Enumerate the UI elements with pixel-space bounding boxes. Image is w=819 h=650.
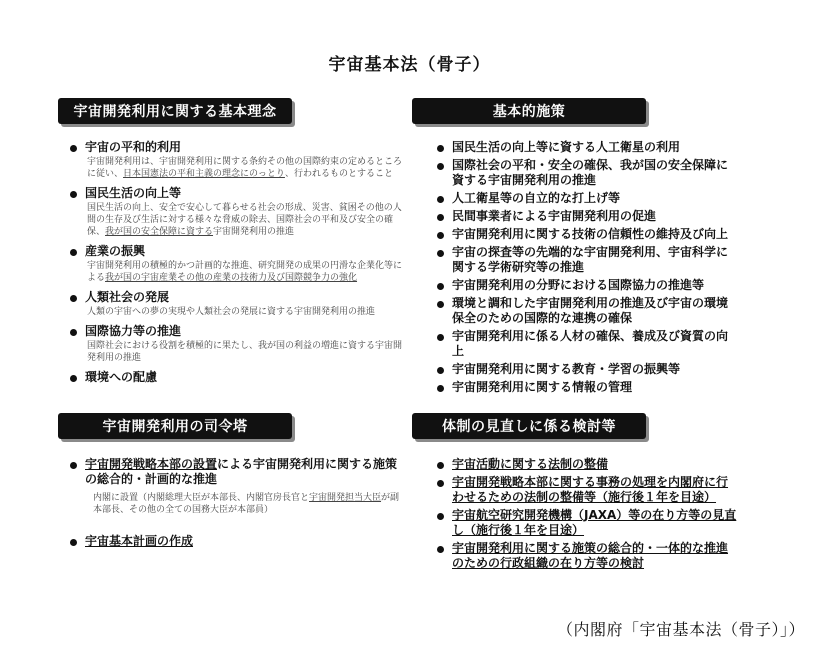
bullet-icon bbox=[437, 283, 444, 290]
list-item: 国民生活の向上等に資する人工衛星の利用 bbox=[437, 140, 737, 155]
bullet-icon bbox=[437, 334, 444, 341]
item-desc: 内閣に設置（内閣総理大臣が本部長、内閣官房長官と宇宙開発担当大臣が副本部長、その他の全ての国務大臣が本部員） bbox=[93, 493, 400, 515]
list-item: 宇宙活動に関する法制の整備 bbox=[437, 457, 737, 472]
bullet-icon bbox=[70, 329, 77, 336]
bullet-icon bbox=[70, 295, 77, 302]
list-item: 宇宙航空研究開発機構（JAXA）等の在り方等の見直し（施行後１年を目途） bbox=[437, 508, 737, 538]
list-item bbox=[70, 534, 400, 549]
list-item bbox=[70, 244, 410, 284]
list-item: 宇宙開発利用に係る人材の確保、養成及び資質の向上 bbox=[437, 329, 737, 359]
list-item bbox=[70, 290, 410, 318]
item-title: 産業の振興 bbox=[85, 244, 146, 258]
list-item bbox=[70, 186, 410, 238]
bullet-icon bbox=[70, 145, 77, 152]
bullet-icon bbox=[70, 375, 77, 382]
list-item: 宇宙開発利用に関する施策の総合的・一体的な推進のための行政組織の在り方等の検討 bbox=[437, 541, 737, 571]
review-list bbox=[437, 457, 737, 571]
list-item bbox=[70, 370, 410, 385]
bullet-icon bbox=[70, 249, 77, 256]
measures-header: 基本的施策 bbox=[412, 98, 646, 124]
list-item bbox=[70, 324, 410, 364]
item-desc: 宇宙開発利用の積極的かつ計画的な推進、研究開発の成果の円滑な企業化等による我が国の宇宙産業その他の産業の技術力及び国際競争力の強化 bbox=[87, 261, 403, 283]
bullet-icon bbox=[437, 546, 444, 553]
bullet-icon bbox=[70, 462, 77, 469]
list-item: 人工衛星等の自立的な打上げ等 bbox=[437, 191, 737, 206]
bullet-icon bbox=[70, 539, 77, 546]
list-item: 宇宙開発利用の分野における国際協力の推進等 bbox=[437, 278, 737, 293]
principles-list bbox=[70, 140, 410, 385]
list-item: 宇宙開発戦略本部に関する事務の処理を内閣府に行わせるための法制の整備等（施行後１年を目途） bbox=[437, 475, 737, 505]
item-title: 宇宙の平和的利用 bbox=[85, 140, 182, 154]
item-title: 環境への配慮 bbox=[85, 370, 158, 384]
item-desc: 国民生活の向上、安全で安心して暮らせる社会の形成、災害、貧困その他の人間の生存及び生活に対する様々な脅威の除去、国際社会の平和及び安全の確保、我が国の安全保障に資する宇宙開発利用の推進 bbox=[87, 203, 402, 237]
list-item: 宇宙の探査等の先端的な宇宙開発利用、宇宙科学に関する学術研究等の推進 bbox=[437, 245, 737, 275]
bullet-icon bbox=[437, 163, 444, 170]
bullet-icon bbox=[437, 462, 444, 469]
list-item: 宇宙開発利用に関する技術の信頼性の維持及び向上 bbox=[437, 227, 737, 242]
principles-header: 宇宙開発利用に関する基本理念 bbox=[58, 98, 292, 124]
list-item: 環境と調和した宇宙開発利用の推進及び宇宙の環境保全のための国際的な連携の確保 bbox=[437, 296, 737, 326]
item-title: 人類社会の発展 bbox=[85, 290, 170, 304]
list-item: 宇宙開発利用に関する情報の管理 bbox=[437, 380, 737, 395]
bullet-icon bbox=[437, 232, 444, 239]
item-title: 国際協力等の推進 bbox=[85, 324, 182, 338]
source-citation: （内閣府「宇宙基本法（骨子）」） bbox=[556, 620, 805, 639]
measures-list bbox=[437, 140, 737, 395]
item-title: 国民生活の向上等 bbox=[85, 186, 182, 200]
bullet-icon bbox=[437, 385, 444, 392]
list-item: 宇宙開発利用に関する教育・学習の振興等 bbox=[437, 362, 737, 377]
bullet-icon bbox=[437, 367, 444, 374]
command-list bbox=[70, 457, 400, 549]
item-title: 宇宙開発戦略本部の設置による宇宙開発利用に関する施策の総合的・計画的な推進 bbox=[85, 457, 398, 486]
list-item bbox=[70, 140, 410, 180]
bullet-icon bbox=[437, 480, 444, 487]
bullet-icon bbox=[437, 250, 444, 257]
item-title: 宇宙基本計画の作成 bbox=[85, 534, 194, 548]
command-header: 宇宙開発利用の司令塔 bbox=[58, 413, 292, 439]
list-item: 国際社会の平和・安全の確保、我が国の安全保障に資する宇宙開発利用の推進 bbox=[437, 158, 737, 188]
page-title: 宇宙基本法（骨子） bbox=[328, 55, 491, 75]
review-header: 体制の見直しに係る検討等 bbox=[412, 413, 646, 439]
item-desc: 国際社会における役割を積極的に果たし、我が国の利益の増進に資する宇宙開発利用の推進 bbox=[87, 341, 403, 363]
item-desc: 宇宙開発利用は、宇宙開発利用に関する条約その他の国際約束の定めるところに従い、日本国憲法の平和主義の理念にのっとり、行われるものとすること bbox=[87, 157, 403, 179]
item-desc: 人類の宇宙への夢の実現や人類社会の発展に資する宇宙開発利用の推進 bbox=[87, 307, 376, 317]
bullet-icon bbox=[437, 301, 444, 308]
bullet-icon bbox=[437, 513, 444, 520]
list-item: 民間事業者による宇宙開発利用の促進 bbox=[437, 209, 737, 224]
list-item bbox=[70, 457, 400, 516]
bullet-icon bbox=[70, 191, 77, 198]
bullet-icon bbox=[437, 145, 444, 152]
bullet-icon bbox=[437, 196, 444, 203]
bullet-icon bbox=[437, 214, 444, 221]
